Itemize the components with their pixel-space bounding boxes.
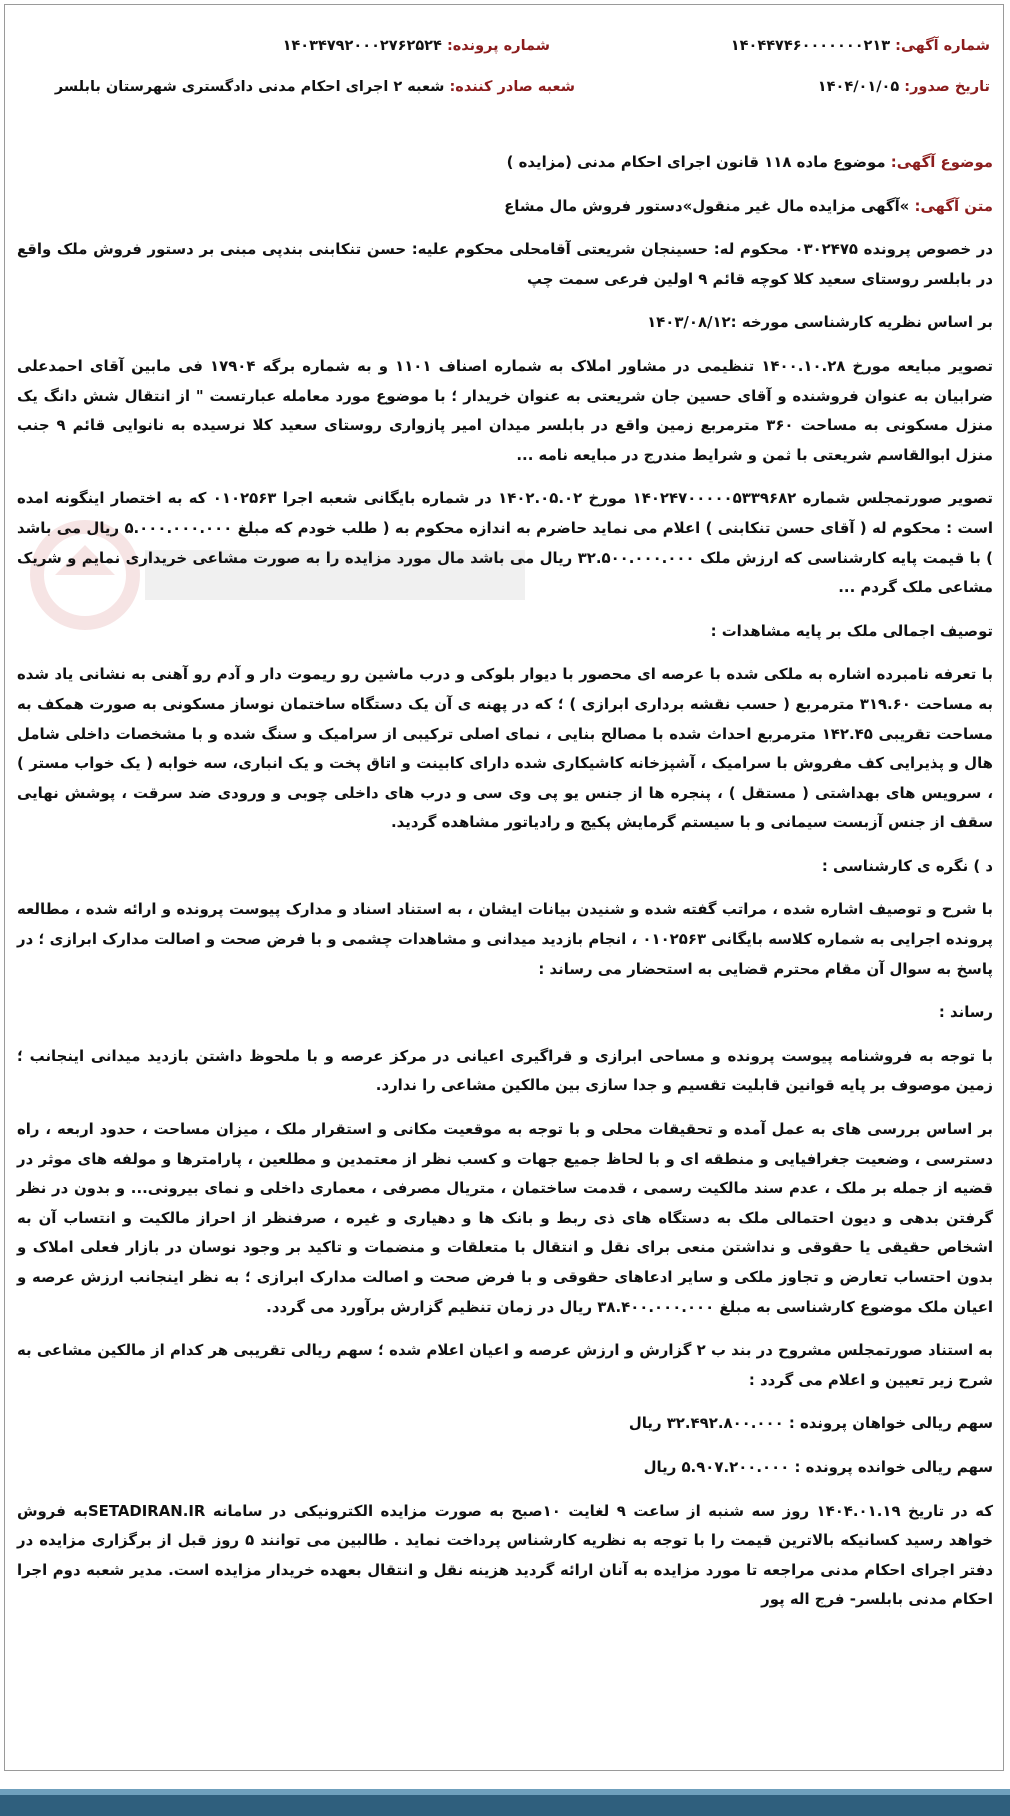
subject-text: موضوع ماده ۱۱۸ قانون اجرای احکام مدنی (مزایده ) (506, 153, 886, 171)
defendant-share: سهم ریالی خوانده پرونده : ۵.۹۰۷.۲۰۰.۰۰۰ ریال (643, 1457, 993, 1476)
issue-date-row (818, 79, 990, 95)
issue-date-value: ۱۴۰۴/۰۱/۰۵ (817, 79, 900, 95)
paragraph-expert-date: بر اساس نظریه کارشناسی مورخه :۱۴۰۳/۰۸/۱۲ (647, 313, 993, 332)
issuing-branch-value: شعبه ۲ اجرای احکام مدنی دادگستری شهرستان بابلسر (54, 79, 445, 95)
paragraph-sale-contract: تصویر مبایعه مورخ ۱۴۰۰.۱۰.۲۸ تنظیمی در مشاور املاک به شماره اصناف ۱۱۰۱ و به شماره برگه ۱۷۹۰۴ فی مابین آقای احمدعلی ضرابیان به عنوان فروشنده و آقای حسین جان شریعتی به عنوان خریدار ؛ با موضوع مورد معامله عبارتست " از انتقال شش دانگ یک منزل مسکونی به مساحت ۳۶۰ مترمربع زمین واقع در بابلسر میدان امیر پازواری روستای سعید کلا نرسیده به نانوایی قائم ۹ جنب منزل ابوالقاسم شریعتی با ثمن و شرایط مندرج در مبایعه نامه ... (17, 356, 993, 464)
bottom-bar (0, 1789, 1010, 1816)
paragraph-case-info: در خصوص پرونده ۰۳۰۲۴۷۵ محکوم له: حسینجان شریعتی آقامحلی محکوم علیه: حسن تنکابنی بندپی مبنی بر دستور فروش ملک واقع در بابلسر روستای سعید کلا کوچه قائم ۹ اولین فرعی سمت چپ (17, 240, 993, 288)
subject-row (17, 148, 993, 178)
paragraph-property-description: با تعرفه نامبرده اشاره به ملکی شده با عرصه ای محصور با دیوار بلوکی و درب ماشین رو ریموت دار و آدم رو آهنی به نشانی یاد شده به مساحت ۳۱۹.۶۰ مترمربع ( حسب نقشه برداری ابرازی ) ؛ که در پهنه ی آن یک دستگاه ساختمان نوساز مسکونی به صورت همکف به مساحت تقریبی ۱۴۲.۴۵ مترمربع احداث شده با مصالح بنایی ، نمای اصلی ترکیبی از سرامیک و سنگ شده و با مشخصات داخلی شامل هال و پذیرایی کف مفروش با سرامیک ، آشپزخانه کاشیکاری شده دارای کابینت و اتاق پخت و یک انباری، سه خوابه ( یک خواب مستر ) ، سرویس های بهداشتی ( مستقل ) ، پنجره ها از جنس یو پی وی سی و درب های داخلی چوبی و ورودی ضد سرقت ، پوشش نهایی سقف از جنس آزبست سیمانی و با سیستم گرمایش پکیج و رادیاتور مشاهده گردید. (17, 665, 994, 832)
plaintiff-share: سهم ریالی خواهان پرونده : ۳۲.۴۹۲.۸۰۰.۰۰۰ ریال (628, 1414, 993, 1433)
case-number-row (283, 38, 550, 54)
subject-label: موضوع آگهی: (890, 153, 993, 171)
ad-number-row (731, 38, 990, 54)
issue-date-label: تاریخ صدور: (904, 79, 990, 95)
paragraph-minutes: تصویر صورتمجلس شماره ۱۴۰۲۴۷۰۰۰۰۰۵۳۳۹۶۸۲ مورخ ۱۴۰۲.۰۵.۰۲ در شماره بایگانی شعبه اجرا ۰۱۰۲۵۶۳ که به اختصار اینگونه امده است : محکوم له ( آقای حسن تنکابنی ) اعلام می نماید حاضرم به اندازه محکوم به ( طلب خودم که مبلغ ۵.۰۰۰.۰۰۰.۰۰۰ ریال می باشد ) با قیمت پایه کارشناسی که ارزش ملک ۳۲.۵۰۰.۰۰۰.۰۰۰ ریال می باشد مال مورد مزایده را به صورت مشاعی خریداری نمایم و شریک مشاعی ملک گردم ... (17, 489, 993, 597)
body-title-text: »آگهی مزایده مال غیر منقول»دستور فروش مال مشاع (504, 196, 910, 215)
notice-body (17, 148, 993, 1629)
issuing-branch-label: شعبه صادر کننده: (449, 79, 575, 95)
paragraph-valuation: بر اساس بررسی های به عمل آمده و تحقیقات محلی و با توجه به موقعیت مکانی و استقرار ملک ، میزان مساحت ، حدود اربعه ، راه دسترسی ، وضعیت جغرافیایی و منطقه ای و با لحاظ جمیع جهات و کسب نظر از معتمدین و مطلعین ، پارامترها و مولفه های موثر در قضیه از جمله بر ملک ، عدم سند مالکیت رسمی ، قدمت ساختمان ، متریال مصرفی ، معماری داخلی و نمای بیرونی... و بدون در نظر گرفتن بدهی و دیون احتمالی ملک به دستگاه های ذی ربط و بانک ها و دهیاری و غیره ، صرفنظر از احراز مالکیت و انتساب آن به اشخاص حقیقی یا حقوقی و نداشتن منعی برای نقل و انتقال با متعلقات و منضمات و تاکید بر وجود نوسان در بازار فعلی املاک و بدون احتساب تعارض و تجاوز ملکی و سایر ادعاهای حقوقی و با فرض صحت و اصالت مدارک ابرازی ؛ به نظر اینجانب ارزش عرصه و اعیان ملک موضوع کارشناسی به مبلغ ۳۸.۴۰۰.۰۰۰.۰۰۰ ریال در زمان تنظیم گزارش برآورد می گردد. (17, 1120, 993, 1316)
bottom-bar-strip (0, 1789, 1010, 1795)
paragraph-shares-intro: به استناد صورتمجلس مشروح در بند ب ۲ گزارش و ارزش عرصه و اعیان اعلام شده ؛ سهم ریالی تقریبی هر کدام از مالکین مشاعی به شرح زیر تعیین و اعلام می گردد : (17, 1341, 993, 1389)
paragraph-auction-details: که در تاریخ ۱۴۰۴.۰۱.۱۹ روز سه شنبه از ساعت ۹ لغایت ۱۰صبح به صورت مزایده الکترونیکی در سامانه SETADIRAN.IRبه فروش خواهد رسید کسانیکه بالاترین قیمت را با توجه به نظریه کارشناس پرداخت نماید . طالبین می توانند ۵ روز قبل از برگزاری مزایده در دفتر اجرای احکام مدنی مراجعه تا مورد مزایده به آنان ارائه گردید هزینه نقل و انتقال بعهده خریدار مزایده است. مدیر شعبه دوم اجرا احکام مدنی بابلسر- فرج اله پور (17, 1501, 994, 1609)
paragraph-presents: رساند : (938, 1003, 993, 1022)
section-heading-expert-view: د ) نگره ی کارشناسی : (821, 856, 993, 875)
body-title-row (17, 192, 993, 222)
paragraph-expert-view: با شرح و توصیف اشاره شده ، مراتب گفته شده و شنیدن بیانات ایشان ، به استناد اسناد و مدارک پیوست پرونده و ارائه شده ، مطالعه پرونده اجرایی به شماره کلاسه بایگانی ۰۱۰۲۵۶۳ ، انجام بازدید میدانی و مشاهدات چشمی و با فرض صحت و اصالت مدارک ابرازی ؛ در پاسخ به سوال آن مقام محترم قضایی به استحضار می رساند : (17, 900, 993, 978)
ad-number-label: شماره آگهی: (895, 38, 990, 54)
case-number-label: شماره پرونده: (446, 38, 550, 54)
section-heading-description: توصیف اجمالی ملک بر پایه مشاهدات : (710, 621, 993, 640)
case-number-value: ۱۴۰۳۴۷۹۲۰۰۰۲۷۶۲۵۲۴ (282, 38, 442, 54)
ad-number-value: ۱۴۰۴۴۷۴۶۰۰۰۰۰۰۰۲۱۳ (730, 38, 891, 54)
issuing-branch-row (55, 79, 575, 95)
paragraph-indivisible: با توجه به فروشنامه پیوست پرونده و مساحی ابرازی و قراگیری اعیانی در مرکز عرصه و با ملحوظ داشتن بازدید میدانی اینجانب ؛ زمین موصوف بر پایه قوانین قابلیت تقسیم و جدا سازی بین مالکین مشاعی را ندارد. (17, 1046, 993, 1095)
body-title-label: متن آگهی: (914, 196, 993, 215)
